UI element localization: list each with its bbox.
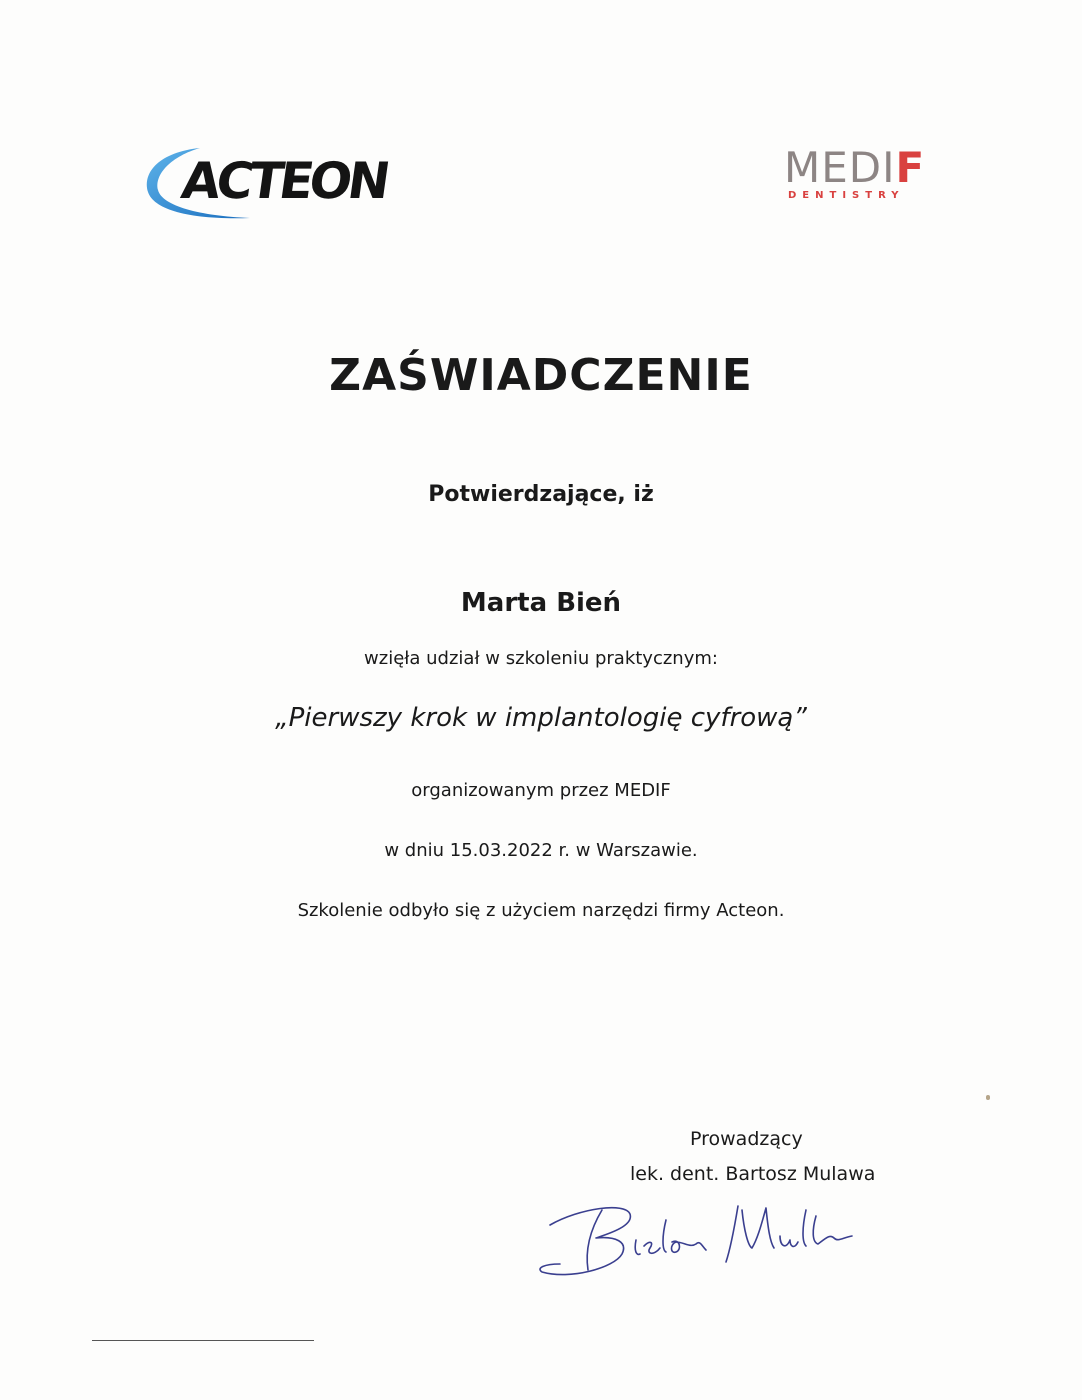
signatory-role: Prowadzący bbox=[690, 1128, 803, 1150]
certificate-title: ZAŚWIADCZENIE bbox=[329, 350, 753, 401]
acteon-wordmark: ACTEON bbox=[177, 152, 391, 210]
medif-wordmark-main: MEDI bbox=[784, 143, 896, 192]
date-location-line: w dniu 15.03.2022 r. w Warszawie. bbox=[384, 840, 698, 861]
tools-line: Szkolenie odbyło się z użyciem narzędzi firmy Acteon. bbox=[297, 900, 785, 921]
signatory-name: lek. dent. Bartosz Mulawa bbox=[630, 1163, 876, 1185]
confirmation-line: Potwierdzające, iż bbox=[428, 482, 654, 507]
handwritten-signature bbox=[530, 1180, 870, 1290]
participation-line: wzięła udział w szkoleniu praktycznym: bbox=[364, 648, 718, 669]
acteon-logo bbox=[140, 140, 390, 225]
medif-subtitle: DENTISTRY bbox=[788, 190, 905, 201]
medif-logo bbox=[784, 144, 944, 214]
paper-speck bbox=[986, 1095, 990, 1100]
bottom-divider bbox=[92, 1340, 314, 1341]
organizer-line: organizowanym przez MEDIF bbox=[411, 780, 671, 801]
participant-name: Marta Bień bbox=[460, 588, 622, 618]
medif-wordmark-accent: F bbox=[895, 143, 926, 192]
medif-wordmark bbox=[784, 144, 944, 192]
course-title: „Pierwszy krok w implantologię cyfrową” bbox=[275, 703, 807, 733]
